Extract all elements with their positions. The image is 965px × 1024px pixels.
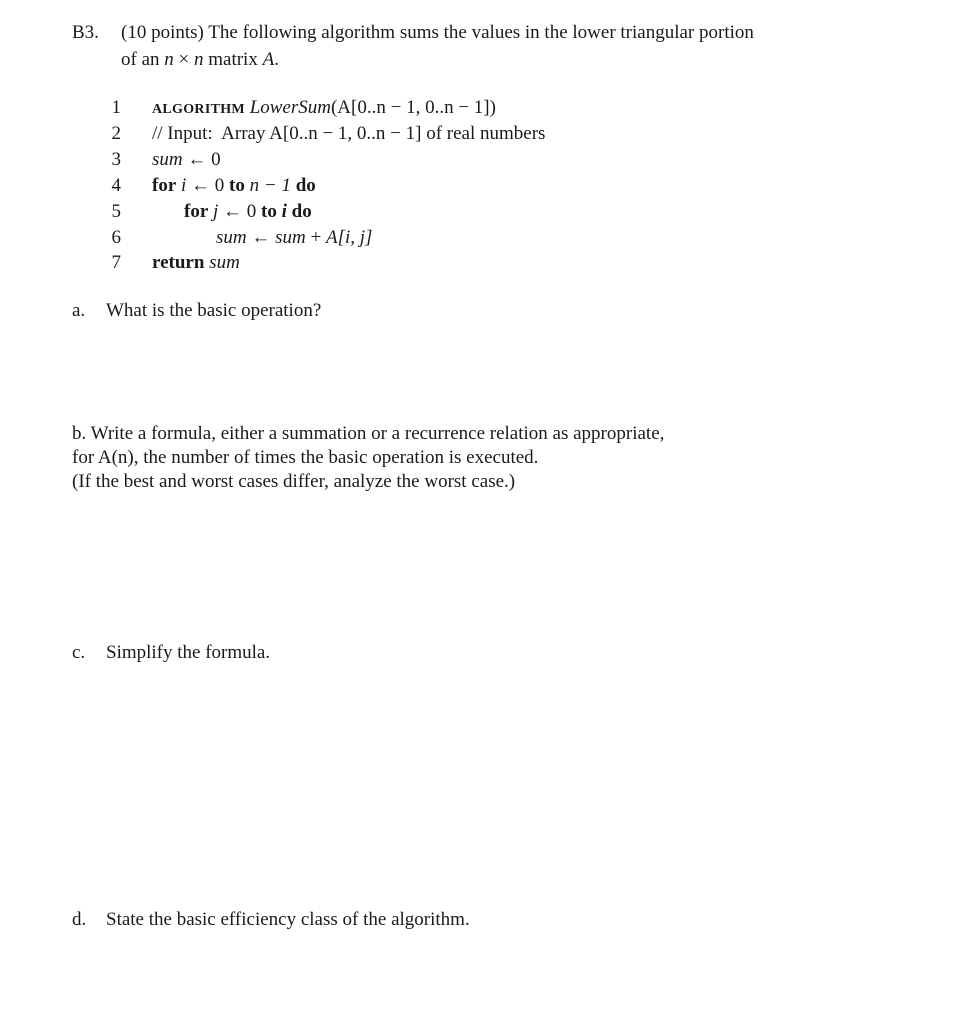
algorithm-line-2: // Input: Array A[0..n − 1, 0..n − 1] of real numbers [152,123,546,144]
algorithm-line-1: ALGORITHM LowerSum(A[0..n − 1, 0..n − 1]) [152,97,496,118]
question-b-line3: (If the best and worst cases differ, analyze the worst case.) [72,471,516,492]
line-number-2: 2 [111,123,121,144]
points-value: (10 points) [121,22,204,43]
question-a-text: What is the basic operation? [106,300,322,321]
question-a-letter: a. [72,300,86,321]
problem-statement-line1 [121,22,754,44]
question-b-line1: b. Write a formula, either a summation or a recurrence relation as appropriate, [72,423,665,444]
line-number-6: 6 [111,227,121,248]
line-number-4: 4 [111,175,121,196]
algorithm-line-4: for i ← 0 to n − 1 do [152,175,316,196]
question-d-letter: d. [72,909,87,930]
question-c-text: Simplify the formula. [106,642,271,663]
statement-text: The following algorithm sums the values in the lower triangular portion [208,22,754,43]
question-c-letter: c. [72,642,86,663]
algorithm-line-3: sum ← 0 [152,149,221,170]
algorithm-line-6: sum ← sum + A[i, j] [216,227,373,248]
line-number-1: 1 [111,97,121,118]
line-number-5: 5 [111,201,121,222]
line-number-7: 7 [111,252,121,273]
problem-statement-line2: of an n × n matrix A. [121,49,279,70]
line-number-3: 3 [111,149,121,170]
problem-label: B3. [72,22,99,43]
question-d-text: State the basic efficiency class of the algorithm. [106,909,470,930]
algorithm-line-7: return sum [152,252,240,273]
question-b-line2: for A(n), the number of times the basic operation is executed. [72,447,539,468]
question-b [72,422,664,494]
algorithm-line-5: for j ← 0 to i do [184,201,312,222]
